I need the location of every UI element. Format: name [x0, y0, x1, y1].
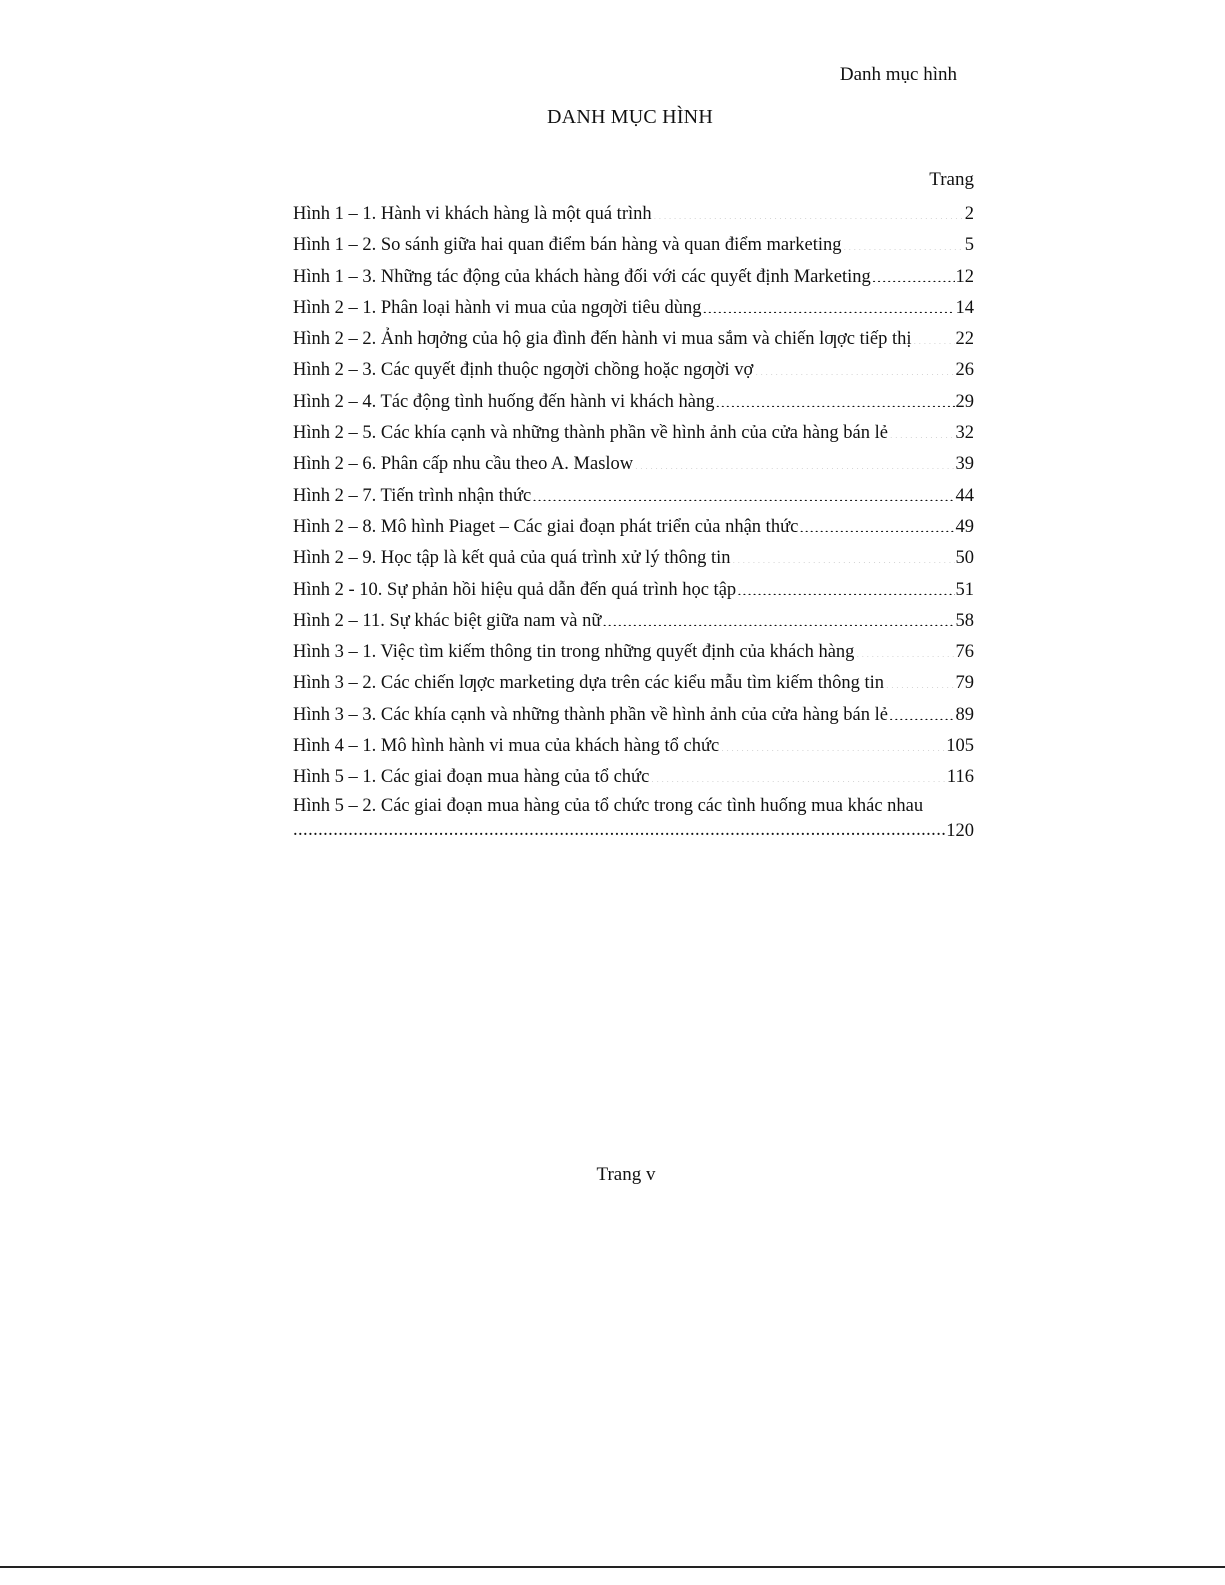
toc-entry — [293, 762, 974, 793]
toc-entry-page: 26 — [955, 360, 974, 381]
toc-entry-label: Hình 2 – 5. Các khía cạnh và những thành phần về hình ảnh của cửa hàng bán lẻ — [293, 423, 888, 444]
dot-leader — [653, 201, 964, 220]
dot-leader — [650, 764, 946, 783]
toc-entry-page: 32 — [955, 423, 974, 444]
toc-entry-list — [293, 199, 974, 794]
dot-leader — [889, 420, 955, 439]
bottom-rule — [0, 1566, 1225, 1568]
toc-entry — [293, 355, 974, 386]
toc-entry — [293, 293, 974, 324]
toc-entry — [293, 230, 974, 261]
dot-leader — [702, 294, 954, 313]
toc-entry-label: Hình 2 - 10. Sự phản hồi hiệu quả dẫn đến quá trình học tập — [293, 579, 737, 600]
toc-entry-label: Hình 2 – 11. Sự khác biệt giữa nam và nữ — [293, 610, 602, 631]
toc-entry-last — [293, 794, 974, 842]
toc-entry-label: Hình 2 – 9. Học tập là kết quả của quá trình xử lý thông tin — [293, 548, 731, 569]
dot-leader — [889, 701, 955, 720]
dot-leader — [872, 263, 955, 282]
dot-leader — [799, 513, 954, 532]
toc-entry-label: Hình 3 – 3. Các khía cạnh và những thành phần về hình ảnh của cửa hàng bán lẻ — [293, 704, 888, 725]
page-title: DANH MỤC HÌNH — [547, 106, 713, 128]
toc-entry-page: 2 — [964, 204, 974, 224]
toc-entry — [293, 543, 974, 574]
toc-entry-page: 5 — [964, 235, 974, 256]
toc-entry-page: 44 — [955, 485, 974, 506]
toc-entry-label: Hình 2 – 3. Các quyết định thuộc ngƣời chồng hoặc ngƣời vợ — [293, 360, 754, 381]
toc-entry-label: Hình 2 – 8. Mô hình Piaget – Các giai đoạn phát triển của nhận thức — [293, 516, 799, 537]
toc-entry-page: 39 — [955, 454, 974, 475]
toc-entry-label: Hình 2 – 1. Phân loại hành vi mua của ngƣời tiêu dùng — [293, 297, 702, 318]
toc-entry — [293, 731, 974, 762]
toc-entry-page: 116 — [946, 767, 974, 788]
toc-entry-label: Hình 2 – 7. Tiến trình nhận thức — [293, 485, 532, 506]
running-header: Danh mục hình — [839, 64, 957, 85]
toc-entry-label: Hình 3 – 1. Việc tìm kiếm thông tin trong những quyết định của khách hàng — [293, 642, 855, 663]
toc-entry-page: 12 — [955, 266, 974, 287]
dot-leader — [293, 818, 945, 837]
toc-entry — [293, 262, 974, 293]
toc-entry-page: 79 — [955, 673, 974, 694]
dot-leader — [634, 451, 954, 470]
toc-entry — [293, 387, 974, 418]
toc-entry-label: Hình 5 – 1. Các giai đoạn mua hàng của tổ chức — [293, 767, 650, 788]
page-column-label: Trang — [929, 169, 974, 190]
toc-entry-label: Hình 2 – 4. Tác động tình huống đến hành vi khách hàng — [293, 391, 715, 412]
toc-entry-label: Hình 5 – 2. Các giai đoạn mua hàng của tổ chức trong các tình huống mua khác nhau — [293, 795, 924, 816]
dot-leader — [754, 357, 954, 376]
toc-entry-label: Hình 1 – 3. Những tác động của khách hàng đối với các quyết định Marketing — [293, 266, 871, 287]
toc-entry-page: 120 — [946, 821, 974, 842]
table-of-figures — [293, 168, 974, 842]
dot-leader — [732, 545, 955, 564]
toc-entry-label: Hình 1 – 1. Hành vi khách hàng là một quá trình — [293, 204, 652, 224]
dot-leader — [855, 639, 954, 658]
toc-entry-page: 50 — [955, 548, 974, 569]
toc-entry — [293, 512, 974, 543]
dot-leader — [885, 670, 954, 689]
dot-leader — [532, 482, 954, 501]
toc-entry — [293, 418, 974, 449]
toc-entry-page: 105 — [946, 736, 974, 757]
toc-entry-page: 29 — [955, 391, 974, 412]
toc-entry-page: 89 — [955, 704, 974, 725]
toc-entry-label: Hình 2 – 6. Phân cấp nhu cầu theo A. Maslow — [293, 454, 634, 475]
toc-entry-label: Hình 3 – 2. Các chiến lƣợc marketing dựa trên các kiểu mẫu tìm kiếm thông tin — [293, 673, 885, 694]
toc-entry-continuation — [293, 818, 974, 842]
toc-entry — [293, 324, 974, 355]
dot-leader — [716, 388, 955, 407]
toc-entry — [293, 481, 974, 512]
dot-leader — [842, 232, 963, 251]
dot-leader — [602, 607, 954, 626]
toc-entry-label: Hình 4 – 1. Mô hình hành vi mua của khách hàng tổ chức — [293, 736, 720, 757]
toc-entry — [293, 575, 974, 606]
toc-entry — [293, 199, 974, 230]
toc-entry-page: 76 — [955, 642, 974, 663]
toc-entry-page: 49 — [955, 516, 974, 537]
toc-entry — [293, 606, 974, 637]
toc-entry-label: Hình 2 – 2. Ảnh hƣởng của hộ gia đình đến hành vi mua sắm và chiến lƣợc tiếp thị — [293, 329, 912, 350]
dot-leader — [913, 326, 955, 345]
toc-entry-label: Hình 1 – 2. So sánh giữa hai quan điểm bán hàng và quan điểm marketing — [293, 235, 842, 256]
toc-entry — [293, 700, 974, 731]
toc-entry-page: 14 — [955, 297, 974, 318]
dot-leader — [720, 733, 945, 752]
toc-entry — [293, 449, 974, 480]
dot-leader — [737, 576, 954, 595]
toc-entry — [293, 637, 974, 668]
toc-entry-page: 58 — [955, 610, 974, 631]
toc-entry-page: 22 — [955, 329, 974, 350]
toc-entry — [293, 668, 974, 699]
toc-entry-page: 51 — [955, 579, 974, 600]
page-number-footer: Trang v — [596, 1164, 656, 1185]
